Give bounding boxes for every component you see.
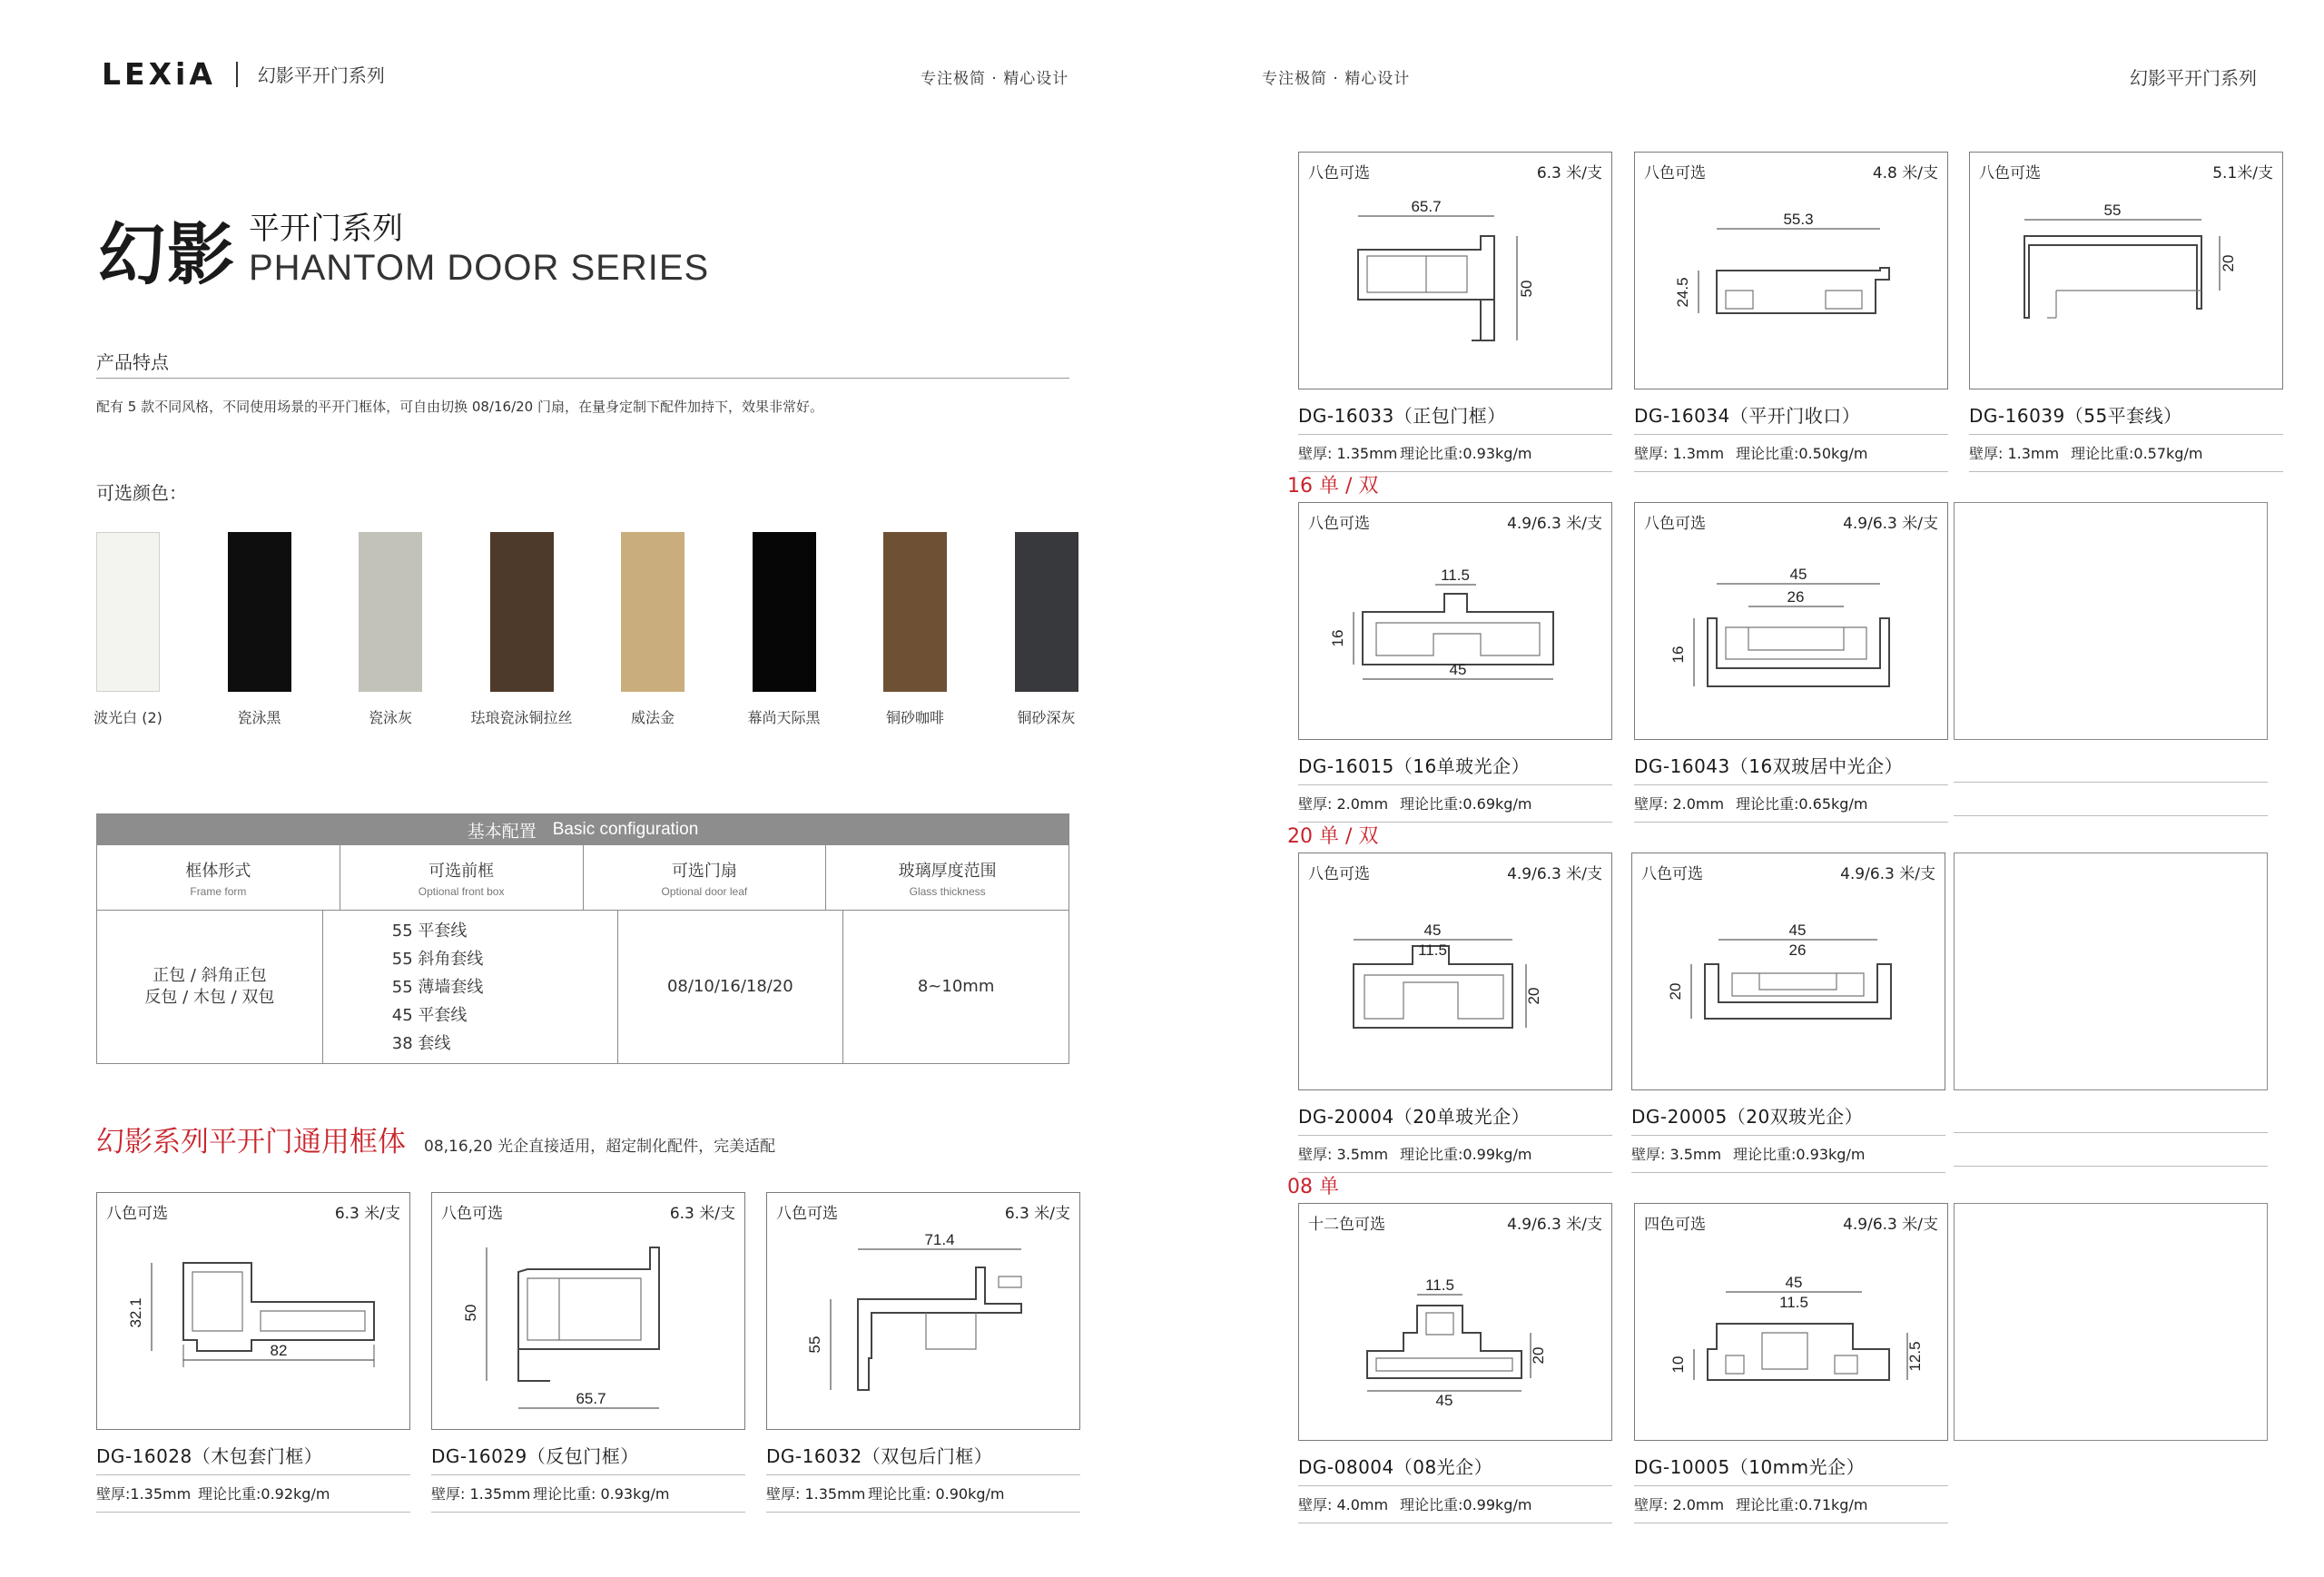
card-divider [1298,1485,1612,1486]
product-specs [96,1483,410,1503]
config-table [96,813,1069,1064]
profile-drawing [1635,532,1947,737]
product-color-option: 八色可选 [1644,164,1706,182]
product-color-option: 八色可选 [1644,515,1706,533]
theoretical-weight: 理论比重:0.69kg/m [1400,795,1532,813]
svg-text:20: 20 [1667,982,1684,1000]
product-name: DG-16039（55平套线） [1969,405,2182,427]
hero-title-cn: 幻影 [98,216,236,294]
wall-thickness: 壁厚: 1.35mm [766,1485,866,1503]
front-box-value: 55 平套线 [391,921,468,941]
card-divider [1298,471,1612,472]
theoretical-weight: 理论比重: 0.93kg/m [533,1485,670,1503]
svg-text:20: 20 [1530,1346,1547,1365]
svg-text:10: 10 [1669,1355,1687,1374]
card-divider [766,1474,1080,1475]
product-card [766,1192,1080,1513]
product-card [1298,853,1612,1173]
config-title-cn: 基本配置 [467,821,537,842]
col-label-cn: 玻璃厚度范围 [898,861,997,881]
col-label-en: Glass thickness [909,884,986,898]
card-divider [766,1512,1080,1513]
config-col-frame-form [97,845,340,911]
svg-text:20: 20 [1525,987,1542,1005]
svg-text:45: 45 [1435,1392,1453,1409]
product-name: DG-16028（木包套门框） [96,1445,323,1467]
empty-card-box [1954,1203,2268,1441]
product-specs [1298,442,1612,463]
svg-text:11.5: 11.5 [1779,1294,1808,1311]
wall-thickness: 壁厚: 3.5mm [1631,1146,1722,1163]
product-drawing-box [1298,152,1612,389]
product-length: 4.9/6.3 米/支 [1507,515,1602,533]
product-specs [1298,793,1612,813]
product-name: DG-16015（16单玻光企） [1298,755,1531,777]
wall-thickness: 壁厚: 3.5mm [1298,1146,1389,1163]
product-name: DG-20004（20单玻光企） [1298,1106,1531,1128]
product-card [1634,152,1948,472]
color-swatch [490,532,554,692]
product-color-option: 八色可选 [106,1205,168,1223]
color-swatch-label: 幕尚天际黑 [747,709,821,726]
row-label-08: 08 单 [1287,1176,1339,1198]
product-specs [1631,1143,1945,1164]
theoretical-weight: 理论比重:0.65kg/m [1736,795,1868,813]
frame-form-value: 反包 / 木包 / 双包 [144,988,275,1007]
card-divider [1954,1132,2268,1133]
card-divider [1634,784,1948,785]
svg-text:11.5: 11.5 [1418,941,1447,959]
product-color-option: 八色可选 [1308,865,1370,883]
wall-thickness: 壁厚: 4.0mm [1298,1496,1389,1513]
color-swatch [359,532,422,692]
empty-card-box [1954,853,2268,1090]
card-divider [1298,784,1612,785]
product-length: 6.3 米/支 [334,1205,400,1223]
card-divider [1634,822,1948,823]
product-name: DG-16032（双包后门框） [766,1445,993,1467]
profile-drawing [1970,182,2282,387]
svg-text:11.5: 11.5 [1425,1276,1454,1294]
card-divider [1298,1135,1612,1136]
color-swatch-label: 威法金 [630,709,675,726]
product-length: 4.8 米/支 [1872,164,1938,182]
features-text: 配有 5 款不同风格，不同使用场景的平开门框体，可自由切换 08/16/20 门扇，在量身定制下配件加持下，效果非常好。 [96,399,823,415]
profile-drawing [97,1222,409,1427]
product-drawing-box [1634,152,1948,389]
profile-drawing [432,1222,744,1427]
product-specs [1298,1143,1612,1164]
product-length: 4.9/6.3 米/支 [1507,865,1602,883]
color-swatch [96,532,160,692]
svg-text:20: 20 [2220,254,2237,272]
card-divider [1954,1166,2268,1167]
wall-thickness: 壁厚: 2.0mm [1634,795,1725,813]
product-color-option: 八色可选 [441,1205,503,1223]
config-table-header [97,814,1068,845]
color-swatch [228,532,291,692]
svg-text:11.5: 11.5 [1441,567,1470,584]
product-length: 4.9/6.3 米/支 [1840,865,1935,883]
col-label-en: Optional door leaf [661,884,748,898]
product-color-option: 八色可选 [776,1205,838,1223]
card-divider [96,1474,410,1475]
front-box-value: 38 套线 [391,1033,451,1053]
product-color-option: 八色可选 [1308,515,1370,533]
front-box-value: 55 斜角套线 [391,949,484,969]
product-drawing-box [1298,1203,1612,1441]
svg-text:55: 55 [2103,202,2122,219]
wall-thickness: 壁厚: 2.0mm [1298,795,1389,813]
svg-text:45: 45 [1449,661,1467,678]
series-name-right: 幻影平开门系列 [2130,67,2257,89]
svg-text:45: 45 [1423,922,1442,939]
card-divider [1634,434,1948,435]
card-divider [1634,471,1948,472]
product-length: 4.9/6.3 米/支 [1843,515,1938,533]
card-divider [1631,1172,1945,1173]
config-column-headers [97,845,1068,911]
card-divider [1298,1172,1612,1173]
hero-subtitle [249,211,709,289]
slogan-right: 专注极简 · 精心设计 [1262,70,1411,88]
frames-title-cn: 幻影系列平开门通用框体 [96,1126,406,1158]
product-length: 5.1米/支 [2212,164,2273,182]
wall-thickness: 壁厚: 2.0mm [1634,1496,1725,1513]
brand-header [102,56,385,92]
glass-value: 8~10mm [917,977,995,996]
config-glass-value [843,911,1068,1063]
col-label-en: Frame form [190,884,247,898]
color-swatch-label: 瓷泳黑 [237,709,281,726]
features-title: 产品特点 [96,351,169,373]
product-length: 4.9/6.3 米/支 [1843,1216,1938,1234]
row-label-16: 16 单 / 双 [1287,475,1379,498]
product-specs [1634,1493,1948,1514]
wall-thickness: 壁厚: 1.35mm [431,1485,531,1503]
color-swatch-label: 铜砂深灰 [1017,709,1076,726]
theoretical-weight: 理论比重: 0.90kg/m [868,1485,1005,1503]
empty-card [1954,853,2268,1167]
front-box-value: 55 薄墙套线 [391,977,484,997]
config-col-glass [826,845,1068,911]
config-col-door-leaf [584,845,827,911]
product-card [1298,502,1612,823]
front-box-value: 45 平套线 [391,1005,468,1025]
svg-text:65.7: 65.7 [1411,198,1442,215]
color-swatch [883,532,947,692]
card-divider [1969,471,2283,472]
product-card [1298,1203,1612,1523]
svg-text:71.4: 71.4 [924,1231,955,1248]
product-drawing-box [1631,853,1945,1090]
color-swatch-label: 珐琅瓷泳铜拉丝 [470,709,573,726]
color-swatch [1015,532,1078,692]
svg-text:45: 45 [1788,922,1807,939]
card-divider [96,1512,410,1513]
product-length: 6.3 米/支 [669,1205,735,1223]
svg-text:32.1: 32.1 [127,1297,144,1328]
theoretical-weight: 理论比重:0.99kg/m [1400,1496,1532,1513]
profile-drawing [1299,1233,1611,1438]
profile-drawing [1299,532,1611,737]
frame-form-value: 正包 / 斜角正包 [153,966,267,985]
col-label-cn: 可选门扇 [671,861,737,881]
product-drawing-box [1634,502,1948,740]
col-label-cn: 框体形式 [185,861,251,881]
profile-drawing [1299,882,1611,1088]
card-divider [1298,434,1612,435]
product-name: DG-16033（正包门框） [1298,405,1506,427]
color-swatch [621,532,684,692]
theoretical-weight: 理论比重:0.57kg/m [2071,445,2203,462]
card-divider [1954,815,2268,816]
card-divider [431,1512,745,1513]
svg-text:50: 50 [462,1304,479,1322]
profile-drawing [1635,182,1947,387]
svg-text:16: 16 [1329,629,1346,647]
frames-note: 08,16,20 光企直接适用，超定制化配件，完美适配 [424,1138,776,1156]
product-name: DG-10005（10mm光企） [1634,1456,1866,1478]
card-divider [1954,782,2268,783]
col-label-cn: 可选前框 [428,861,495,881]
profile-drawing [1632,882,1945,1088]
product-drawing-box [96,1192,410,1430]
product-drawing-box [1634,1203,1948,1441]
svg-text:24.5: 24.5 [1674,277,1691,308]
product-card [1634,502,1948,823]
product-specs [431,1483,745,1503]
row-label-20: 20 单 / 双 [1287,825,1379,848]
config-front-box-values [323,911,618,1063]
product-drawing-box [1298,502,1612,740]
wall-thickness: 壁厚: 1.35mm [1298,445,1398,462]
product-drawing-box [1969,152,2283,389]
color-swatch [753,532,816,692]
col-label-en: Optional front box [418,884,505,898]
series-name-left: 幻影平开门系列 [257,64,385,86]
wall-thickness: 壁厚:1.35mm [96,1485,192,1503]
config-values-row [97,911,1068,1063]
door-leaf-value: 08/10/16/18/20 [666,977,793,996]
color-swatch-label: 波光白 (2) [94,709,162,726]
card-divider [1634,1485,1948,1486]
card-divider [1969,434,2283,435]
product-card [1634,1203,1948,1523]
product-color-option: 八色可选 [1308,164,1370,182]
card-divider [431,1474,745,1475]
product-drawing-box [431,1192,745,1430]
product-name: DG-16043（16双玻居中光企） [1634,755,1904,777]
colors-title: 可选颜色： [96,482,187,504]
hero-title [98,202,709,298]
empty-card [1954,502,2268,816]
theoretical-weight: 理论比重:0.93kg/m [1400,445,1532,462]
card-divider [1298,822,1612,823]
product-name: DG-20005（20双玻光企） [1631,1106,1864,1128]
product-card [96,1192,410,1513]
product-specs [1298,1493,1612,1514]
svg-text:16: 16 [1669,646,1687,664]
theoretical-weight: 理论比重:0.50kg/m [1736,445,1868,462]
product-name: DG-16029（反包门框） [431,1445,639,1467]
config-title-en: Basic configuration [552,820,699,839]
product-card [1969,152,2283,472]
product-drawing-box [1298,853,1612,1090]
product-color-option: 八色可选 [1641,865,1703,883]
hero-subtitle-cn: 平开门系列 [249,211,403,247]
product-name: DG-16034（平开门收口） [1634,405,1861,427]
config-frame-form-values [97,911,323,1063]
theoretical-weight: 理论比重:0.93kg/m [1733,1146,1866,1163]
svg-text:26: 26 [1787,588,1805,606]
product-color-option: 八色可选 [1979,164,2041,182]
config-door-leaf-value [618,911,844,1063]
svg-text:26: 26 [1788,941,1807,959]
product-length: 4.9/6.3 米/支 [1507,1216,1602,1234]
svg-text:45: 45 [1785,1274,1803,1291]
svg-text:45: 45 [1789,566,1807,583]
frames-section-title [96,1119,775,1159]
product-card [431,1192,745,1513]
product-specs [1634,442,1948,463]
svg-text:12.5: 12.5 [1906,1341,1924,1372]
theoretical-weight: 理论比重:0.92kg/m [198,1485,330,1503]
features-divider [96,378,1069,379]
product-name: DG-08004（08光企） [1298,1456,1493,1478]
svg-text:82: 82 [270,1342,288,1359]
theoretical-weight: 理论比重:0.71kg/m [1736,1496,1868,1513]
product-card [1298,152,1612,472]
product-specs [766,1483,1080,1503]
product-color-option: 十二色可选 [1308,1216,1385,1234]
theoretical-weight: 理论比重:0.99kg/m [1400,1146,1532,1163]
empty-card-box [1954,502,2268,740]
wall-thickness: 壁厚: 1.3mm [1634,445,1725,462]
profile-drawing [1299,182,1611,387]
svg-text:55.3: 55.3 [1783,211,1814,228]
product-specs [1634,793,1948,813]
product-specs [1969,442,2283,463]
profile-drawing [767,1222,1079,1427]
product-card [1631,853,1945,1173]
card-divider [1631,1135,1945,1136]
profile-drawing [1635,1233,1947,1438]
config-col-front-box [340,845,584,911]
slogan-left: 专注极简 · 精心设计 [921,70,1069,88]
brand-divider [236,62,238,87]
svg-text:55: 55 [806,1336,823,1354]
product-drawing-box [766,1192,1080,1430]
wall-thickness: 壁厚: 1.3mm [1969,445,2060,462]
hero-subtitle-en: PHANTOM DOOR SERIES [249,248,710,288]
product-length: 6.3 米/支 [1536,164,1602,182]
color-swatch-label: 瓷泳灰 [368,709,412,726]
color-swatch-label: 铜砂咖啡 [885,709,944,726]
product-color-option: 四色可选 [1644,1216,1706,1234]
brand-logo: LEXiA [102,56,216,92]
product-length: 6.3 米/支 [1004,1205,1070,1223]
svg-text:50: 50 [1518,280,1535,298]
svg-text:65.7: 65.7 [576,1390,606,1407]
empty-card [1954,1203,2268,1441]
